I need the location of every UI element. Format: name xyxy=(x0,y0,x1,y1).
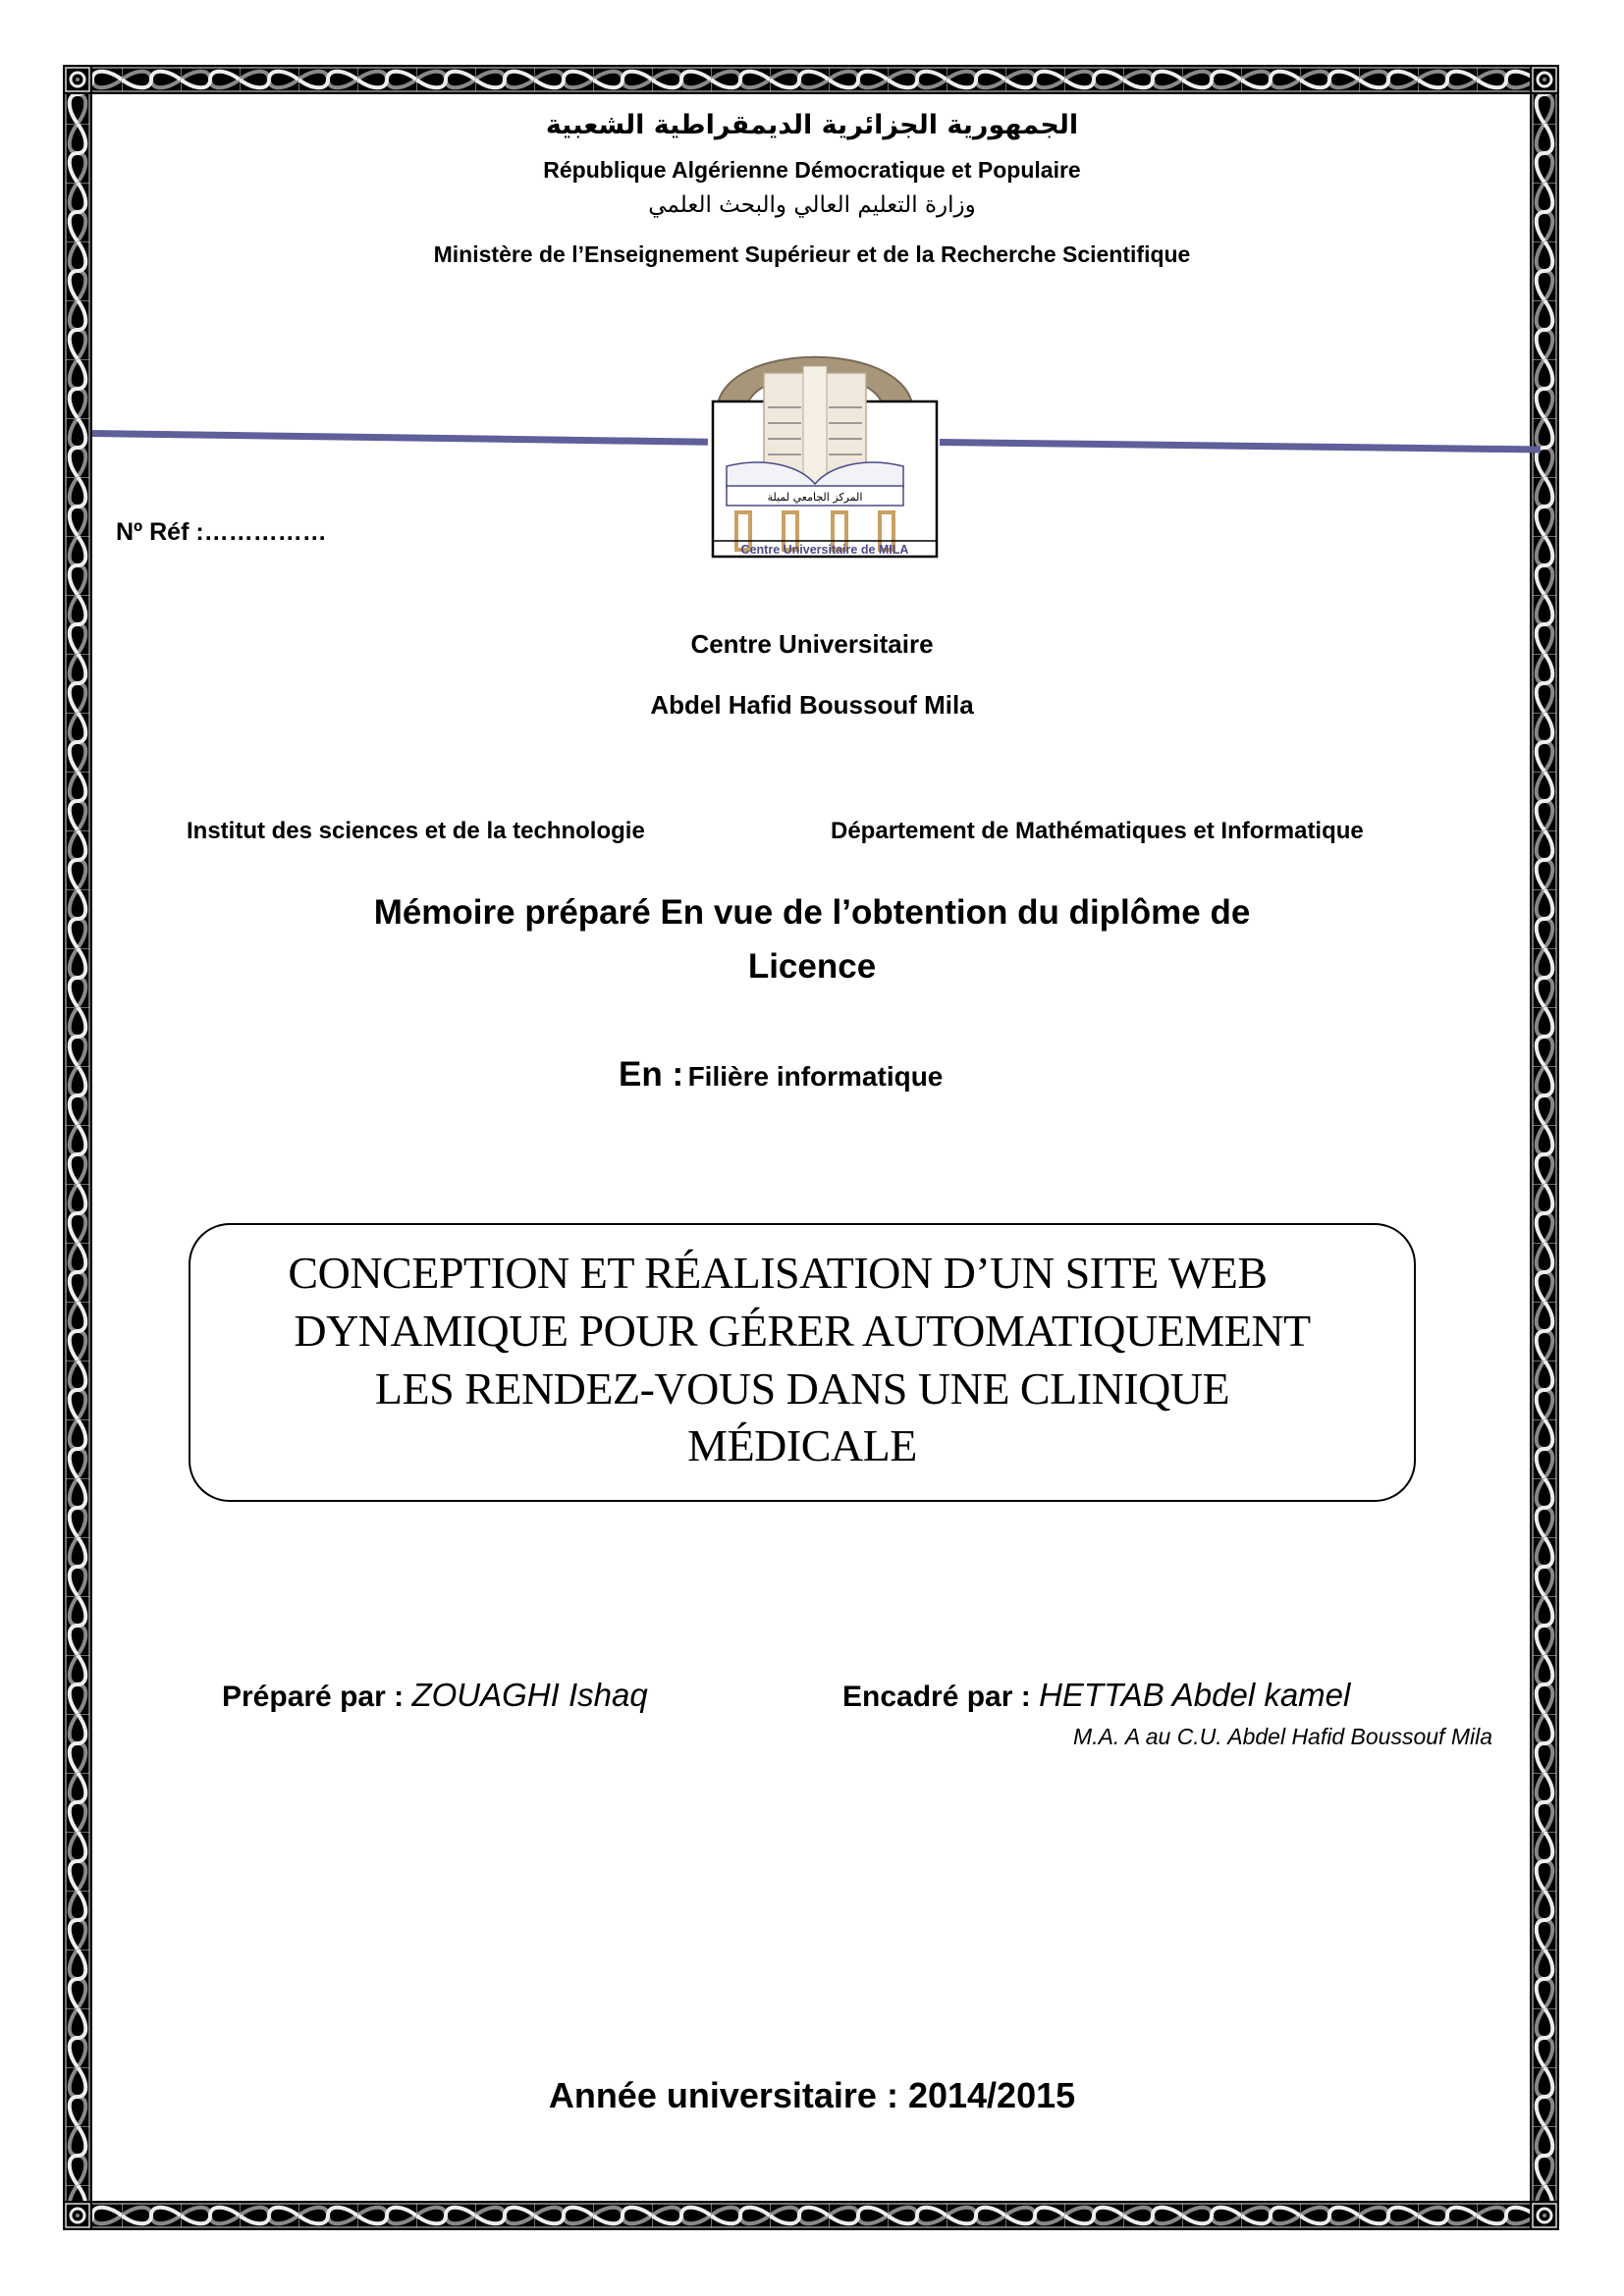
border-left xyxy=(63,65,92,2230)
prepared-by xyxy=(222,1677,648,1714)
svg-text:Centre Universitaire de MILA: Centre Universitaire de MILA xyxy=(740,543,909,557)
memoire-line-1: Mémoire préparé En vue de l’obtention du diplôme de xyxy=(373,893,1251,932)
institution-line-2: Abdel Hafid Boussouf Mila xyxy=(650,690,974,720)
supervisor-title: M.A. A au C.U. Abdel Hafid Boussouf Mila xyxy=(1073,1724,1492,1749)
border-right xyxy=(1530,65,1559,2230)
thesis-title-line: DYNAMIQUE POUR GÉRER AUTOMATIQUEMENT xyxy=(294,1306,1311,1356)
field-line xyxy=(619,1055,943,1095)
border-corner-ornament xyxy=(1530,2201,1559,2230)
thesis-title-line: MÉDICALE xyxy=(687,1420,917,1470)
border-corner-ornament xyxy=(63,2201,92,2230)
supervised-by xyxy=(842,1677,1350,1714)
border-corner-ornament xyxy=(1530,65,1559,94)
arabic-ministry-name: وزارة التعليم العالي والبحث العلمي xyxy=(648,192,976,218)
department-name: Département de Mathématiques et Informatique xyxy=(831,818,1364,844)
arabic-republic-name: الجمهورية الجزائرية الديمقراطية الشعبية xyxy=(545,110,1079,140)
author-name: ZOUAGHI Ishaq xyxy=(411,1677,648,1713)
reference-value: …………… xyxy=(203,518,327,546)
thesis-title-line: CONCEPTION ET RÉALISATION D’UN SITE WEB xyxy=(288,1248,1268,1298)
en-label: En : xyxy=(619,1055,684,1094)
border-top xyxy=(63,65,1559,94)
reference-number xyxy=(116,518,327,547)
supervisor-name: HETTAB Abdel kamel xyxy=(1039,1677,1351,1713)
supervisor-label: Encadré par : xyxy=(842,1681,1031,1713)
thesis-title-line: LES RENDEZ-VOUS DANS UNE CLINIQUE xyxy=(374,1363,1230,1414)
institute-name: Institut des sciences et de la technologie xyxy=(187,818,645,844)
academic-year-value: 2014/2015 xyxy=(907,2075,1076,2115)
academic-year xyxy=(0,2075,1624,2116)
field-name: Filière informatique xyxy=(687,1061,944,1092)
border-corner-ornament xyxy=(63,65,92,94)
reference-label: Nº Réf : xyxy=(116,518,204,546)
academic-year-label: Année universitaire : xyxy=(548,2075,898,2115)
svg-text:المركز الجامعي لميلة: المركز الجامعي لميلة xyxy=(767,491,863,504)
memoire-line-2: Licence xyxy=(747,947,877,986)
republic-name: République Algérienne Démocratique et Populaire xyxy=(543,157,1081,183)
thesis-title-box xyxy=(189,1223,1416,1502)
institution-line-1: Centre Universitaire xyxy=(690,629,934,659)
border-bottom xyxy=(63,2201,1559,2230)
ministry-name: Ministère de l’Enseignement Supérieur et de la Recherche Scientifique xyxy=(433,241,1191,267)
prepared-by-label: Préparé par : xyxy=(222,1681,405,1713)
university-logo xyxy=(687,319,943,564)
